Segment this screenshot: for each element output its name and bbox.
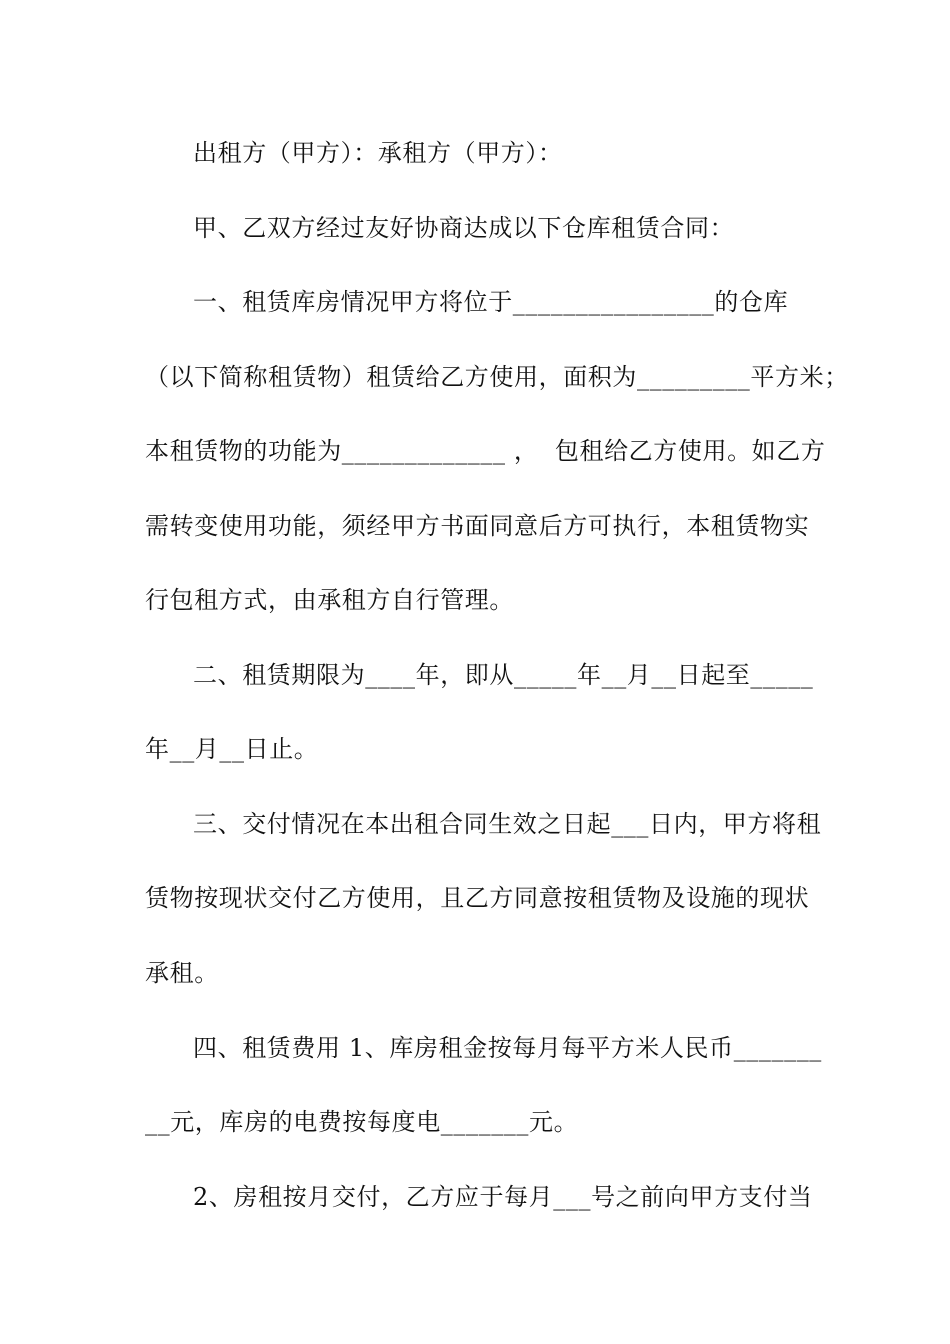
- clause-2-line-1: 二、租赁期限为____年，即从_____年__月__日起至_____: [193, 661, 814, 689]
- clause-4-line-2: __元，库房的电费按每度电_______元。: [145, 1108, 579, 1136]
- party-line: 出租方（甲方）：承租方（甲方）：: [193, 139, 563, 167]
- clause-4-line-1: 四、租赁费用 1、库房租金按每月每平方米人民币_______: [193, 1034, 822, 1062]
- intro-line: 甲、乙双方经过友好协商达成以下仓库租赁合同：: [193, 214, 735, 242]
- clause-1-line-4: 需转变使用功能，须经甲方书面同意后方可执行，本租赁物实: [145, 512, 810, 540]
- clause-3-line-2: 赁物按现状交付乙方使用，且乙方同意按租赁物及设施的现状: [145, 884, 810, 912]
- clause-3-line-3: 承租。: [145, 959, 219, 987]
- clause-4-2-line-1: 2、房租按月交付，乙方应于每月___号之前向甲方支付当: [193, 1183, 813, 1211]
- clause-1-line-3: 本租赁物的功能为_____________ ， 包租给乙方使用。如乙方: [145, 437, 826, 465]
- clause-1-line-5: 行包租方式，由承租方自行管理。: [145, 586, 514, 614]
- clause-2-line-2: 年__月__日止。: [145, 735, 319, 763]
- clause-1-line-2: （以下简称租赁物）租赁给乙方使用，面积为_________平方米；: [145, 363, 849, 391]
- clause-3-line-1: 三、交付情况在本出租合同生效之日起___日内，甲方将租: [193, 810, 822, 838]
- clause-1-line-1: 一、租赁库房情况甲方将位于________________的仓库: [193, 288, 789, 316]
